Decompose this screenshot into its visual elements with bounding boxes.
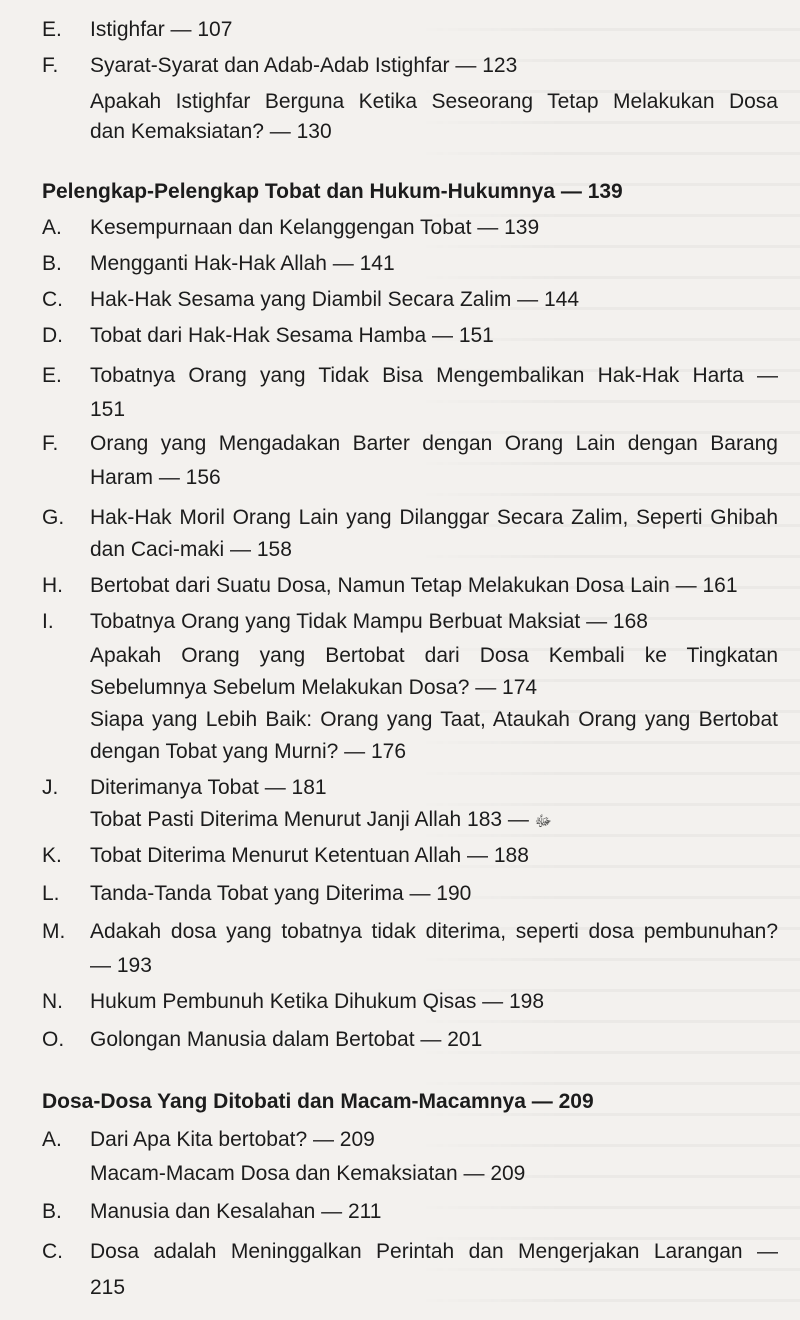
entry-title: Golongan Manusia dalam Bertobat — 201 [90,1028,483,1051]
toc-entry-l-tanda [0,876,800,912]
section-heading-dosa-dosa [0,1084,800,1120]
entry-title: Dari Apa Kita bertobat? — 209 [90,1128,375,1151]
entry-title: Istighfar — 107 [90,18,233,41]
toc-entry-k-ketentuan [0,838,800,874]
entry-letter: D. [42,324,63,347]
entry-title: Tobatnya Orang yang Tidak Mampu Berbuat Maksiat — 168 [90,610,648,633]
entry-letter: O. [42,1028,65,1051]
toc-subentry-macam-dosa [0,1156,800,1192]
section-heading-pelengkap-tobat [0,174,800,210]
entry-letter: L. [42,882,60,905]
entry-title: Apakah Istighfar Berguna Ketika Seseorang Tetap Melakukan Dosa [90,90,778,113]
entry-title [90,802,552,840]
entry-title: Bertobat dari Suatu Dosa, Namun Tetap Melakukan Dosa Lain — 161 [90,574,738,597]
toc-entry-m-adakah-dosa [0,914,800,950]
entry-letter: C. [42,1240,63,1263]
entry-page-number: — 183 [467,808,529,831]
toc-entry-g-hak-moril-cont [0,532,800,568]
toc-subentry-kembali-tingkatan [0,638,800,674]
toc-entry-e-tobatnya-orang [0,358,800,394]
entry-letter: F. [42,432,59,455]
entry-letter: B. [42,1200,62,1223]
toc-entry-n-hukum-pembunuh [0,984,800,1020]
entry-title: Adakah dosa yang tobatnya tidak diterima, seperti dosa pembunuhan? [90,920,778,943]
entry-title: dan Kemaksiatan? — 130 [90,120,332,143]
entry-title: — 193 [90,954,152,977]
entry-title: Diterimanya Tobat — 181 [90,776,327,799]
entry-title: Siapa yang Lebih Baik: Orang yang Taat, Ataukah Orang yang Bertobat [90,708,778,731]
toc-entry-a-kesempurnaan [0,210,800,246]
entry-letter: I. [42,610,54,633]
entry-title: Hak-Hak Moril Orang Lain yang Dilanggar Secara Zalim, Seperti Ghibah [90,506,778,529]
entry-title: Tobat dari Hak-Hak Sesama Hamba — 151 [90,324,494,347]
entry-title: Macam-Macam Dosa dan Kemaksiatan — 209 [90,1162,526,1185]
entry-title-main: Tobat Pasti Diterima Menurut Janji Allah [90,808,462,831]
toc-entry-e-istighfar [0,12,800,48]
toc-entry-e-tobatnya-orang-cont [0,392,800,428]
entry-letter: M. [42,920,66,943]
entry-letter: E. [42,18,62,41]
toc-entry-b-manusia [0,1194,800,1230]
entry-title: Tobat Diterima Menurut Ketentuan Allah — 188 [90,844,529,867]
entry-title: Tanda-Tanda Tobat yang Diterima — 190 [90,882,472,905]
toc-entry-i-tidak-mampu [0,604,800,640]
toc-subentry-kembali-tingkatan-cont [0,670,800,706]
honorific-symbol: ﷻ [534,813,552,830]
entry-letter: F. [42,54,59,77]
entry-title: Orang yang Mengadakan Barter dengan Orang Lain dengan Barang [90,432,778,455]
toc-entry-c-dosa-adalah [0,1234,800,1270]
toc-subentry-istighfar-berguna-cont [0,114,800,150]
toc-entry-j-diterimanya [0,770,800,806]
toc-subentry-lebih-baik [0,702,800,738]
entry-letter: E. [42,364,62,387]
toc-entry-g-hak-moril [0,500,800,536]
entry-title: Haram — 156 [90,466,221,489]
entry-title: Hukum Pembunuh Ketika Dihukum Qisas — 198 [90,990,545,1013]
entry-letter: A. [42,1128,62,1151]
entry-letter: N. [42,990,63,1013]
toc-entry-f-syarat [0,48,800,84]
entry-title: Kesempurnaan dan Kelanggengan Tobat — 139 [90,216,540,239]
entry-title: 215 [90,1276,126,1299]
toc-entry-m-adakah-dosa-cont [0,948,800,984]
section-title: Pelengkap-Pelengkap Tobat dan Hukum-Hukumnya — 139 [42,180,623,203]
toc-entry-d-tobat-hak [0,318,800,354]
toc-entry-f-barter-cont [0,460,800,496]
toc-entry-o-golongan [0,1022,800,1058]
entry-letter: A. [42,216,62,239]
entry-title: Tobatnya Orang yang Tidak Bisa Mengembalikan Hak-Hak Harta — [90,364,778,387]
entry-title: 151 [90,398,126,421]
section-title: Dosa-Dosa Yang Ditobati dan Macam-Macamnya — 209 [42,1090,594,1113]
entry-title: Mengganti Hak-Hak Allah — 141 [90,252,395,275]
entry-title: dan Caci-maki — 158 [90,538,292,561]
entry-title: Sebelumnya Sebelum Melakukan Dosa? — 174 [90,676,538,699]
toc-subentry-janji-allah [0,802,800,838]
entry-title: Manusia dan Kesalahan — 211 [90,1200,382,1223]
entry-letter: J. [42,776,59,799]
toc-entry-a-dari-apa [0,1122,800,1158]
toc-entry-b-mengganti [0,246,800,282]
entry-title: Dosa adalah Meninggalkan Perintah dan Mengerjakan Larangan — [90,1240,778,1263]
toc-entry-c-dosa-adalah-cont [0,1270,800,1306]
entry-letter: B. [42,252,62,275]
toc-entry-h-bertobat [0,568,800,604]
entry-title: Hak-Hak Sesama yang Diambil Secara Zalim — 144 [90,288,580,311]
entry-letter: K. [42,844,62,867]
entry-letter: G. [42,506,65,529]
entry-title: Syarat-Syarat dan Adab-Adab Istighfar — 123 [90,54,518,77]
entry-letter: H. [42,574,63,597]
toc-entry-c-hak-sesama [0,282,800,318]
entry-title: Apakah Orang yang Bertobat dari Dosa Kembali ke Tingkatan [90,644,778,667]
entry-title: dengan Tobat yang Murni? — 176 [90,740,407,763]
toc-subentry-lebih-baik-cont [0,734,800,770]
entry-letter: C. [42,288,63,311]
toc-entry-f-barter [0,426,800,462]
